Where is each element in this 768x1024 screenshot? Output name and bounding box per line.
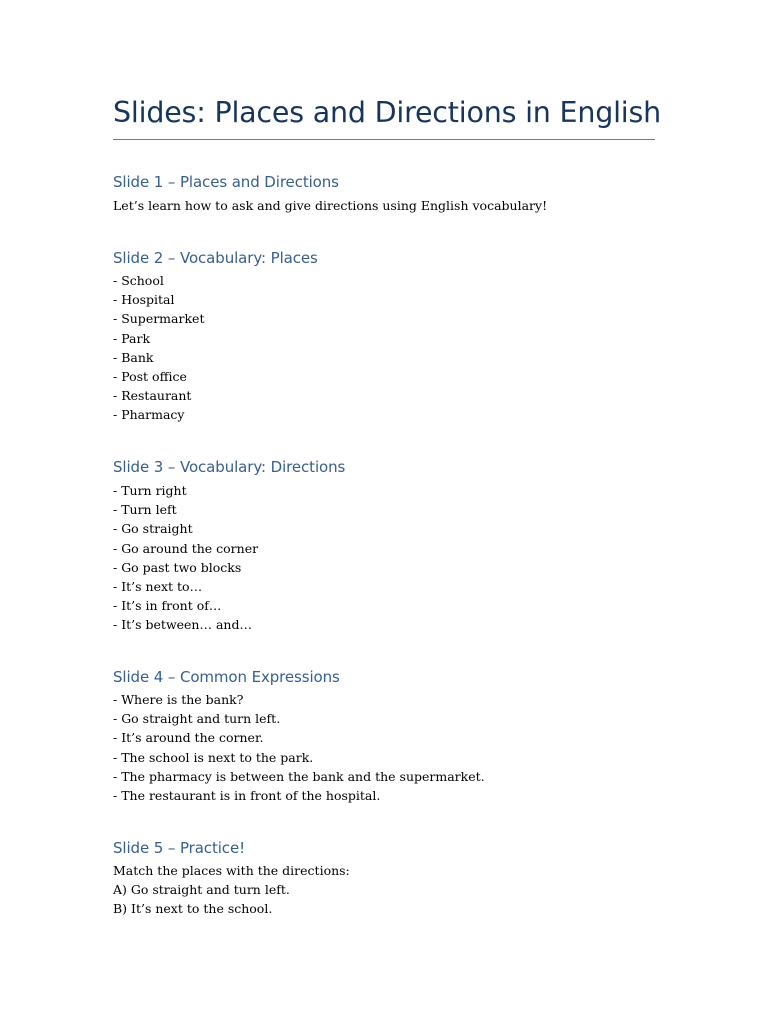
slide-1-body	[113, 196, 673, 215]
list-item: - The restaurant is in front of the hospital.	[113, 788, 381, 804]
list-item: - The school is next to the park.	[113, 749, 314, 765]
list-item: - It’s around the corner.	[113, 730, 264, 746]
slide-2-section	[113, 247, 673, 425]
list-item: - Go straight	[113, 521, 193, 537]
slide-5-section	[113, 837, 673, 919]
list-item: - It’s in front of…	[113, 598, 222, 614]
list-item: - Hospital	[113, 292, 175, 308]
list-item: - Go around the corner	[113, 540, 259, 556]
title-underline	[113, 139, 655, 140]
list-item: - Where is the bank?	[113, 692, 244, 707]
list-item: - It’s between… and…	[113, 617, 252, 633]
slide-1-section	[113, 171, 673, 215]
list-item: - School	[113, 273, 164, 288]
directions-vocabulary-list	[113, 481, 673, 635]
list-item: - It’s next to…	[113, 579, 203, 595]
list-item: - Supermarket	[113, 311, 205, 327]
list-item: - Go straight and turn left.	[113, 711, 281, 727]
list-item: - Restaurant	[113, 388, 192, 404]
slide-1-line: Let’s learn how to ask and give directions using English vocabulary!	[113, 198, 548, 213]
slide-5-heading: Slide 5 – Practice!	[113, 839, 245, 857]
list-item: - Park	[113, 330, 151, 346]
list-item: - Pharmacy	[113, 407, 185, 423]
places-vocabulary-list	[113, 271, 673, 425]
slide-3-section	[113, 456, 673, 635]
list-item: - Bank	[113, 349, 154, 365]
slide-4-section	[113, 666, 673, 805]
slide-3-heading: Slide 3 – Vocabulary: Directions	[113, 458, 346, 476]
slide-2-heading: Slide 2 – Vocabulary: Places	[113, 249, 318, 267]
list-item: - Turn left	[113, 502, 177, 518]
list-item: B) It’s next to the school.	[113, 901, 273, 917]
practice-list	[113, 861, 673, 919]
list-item: A) Go straight and turn left.	[113, 882, 290, 898]
slide-4-heading: Slide 4 – Common Expressions	[113, 668, 340, 686]
list-item: - Post office	[113, 369, 187, 385]
list-item: - The pharmacy is between the bank and the supermarket.	[113, 768, 485, 784]
slide-1-heading: Slide 1 – Places and Directions	[113, 173, 339, 191]
list-item: - Turn right	[113, 483, 187, 498]
expressions-list	[113, 690, 673, 805]
document-title: Slides: Places and Directions in English	[113, 96, 662, 129]
list-item: - Go past two blocks	[113, 559, 242, 575]
list-item: Match the places with the directions:	[113, 863, 350, 878]
